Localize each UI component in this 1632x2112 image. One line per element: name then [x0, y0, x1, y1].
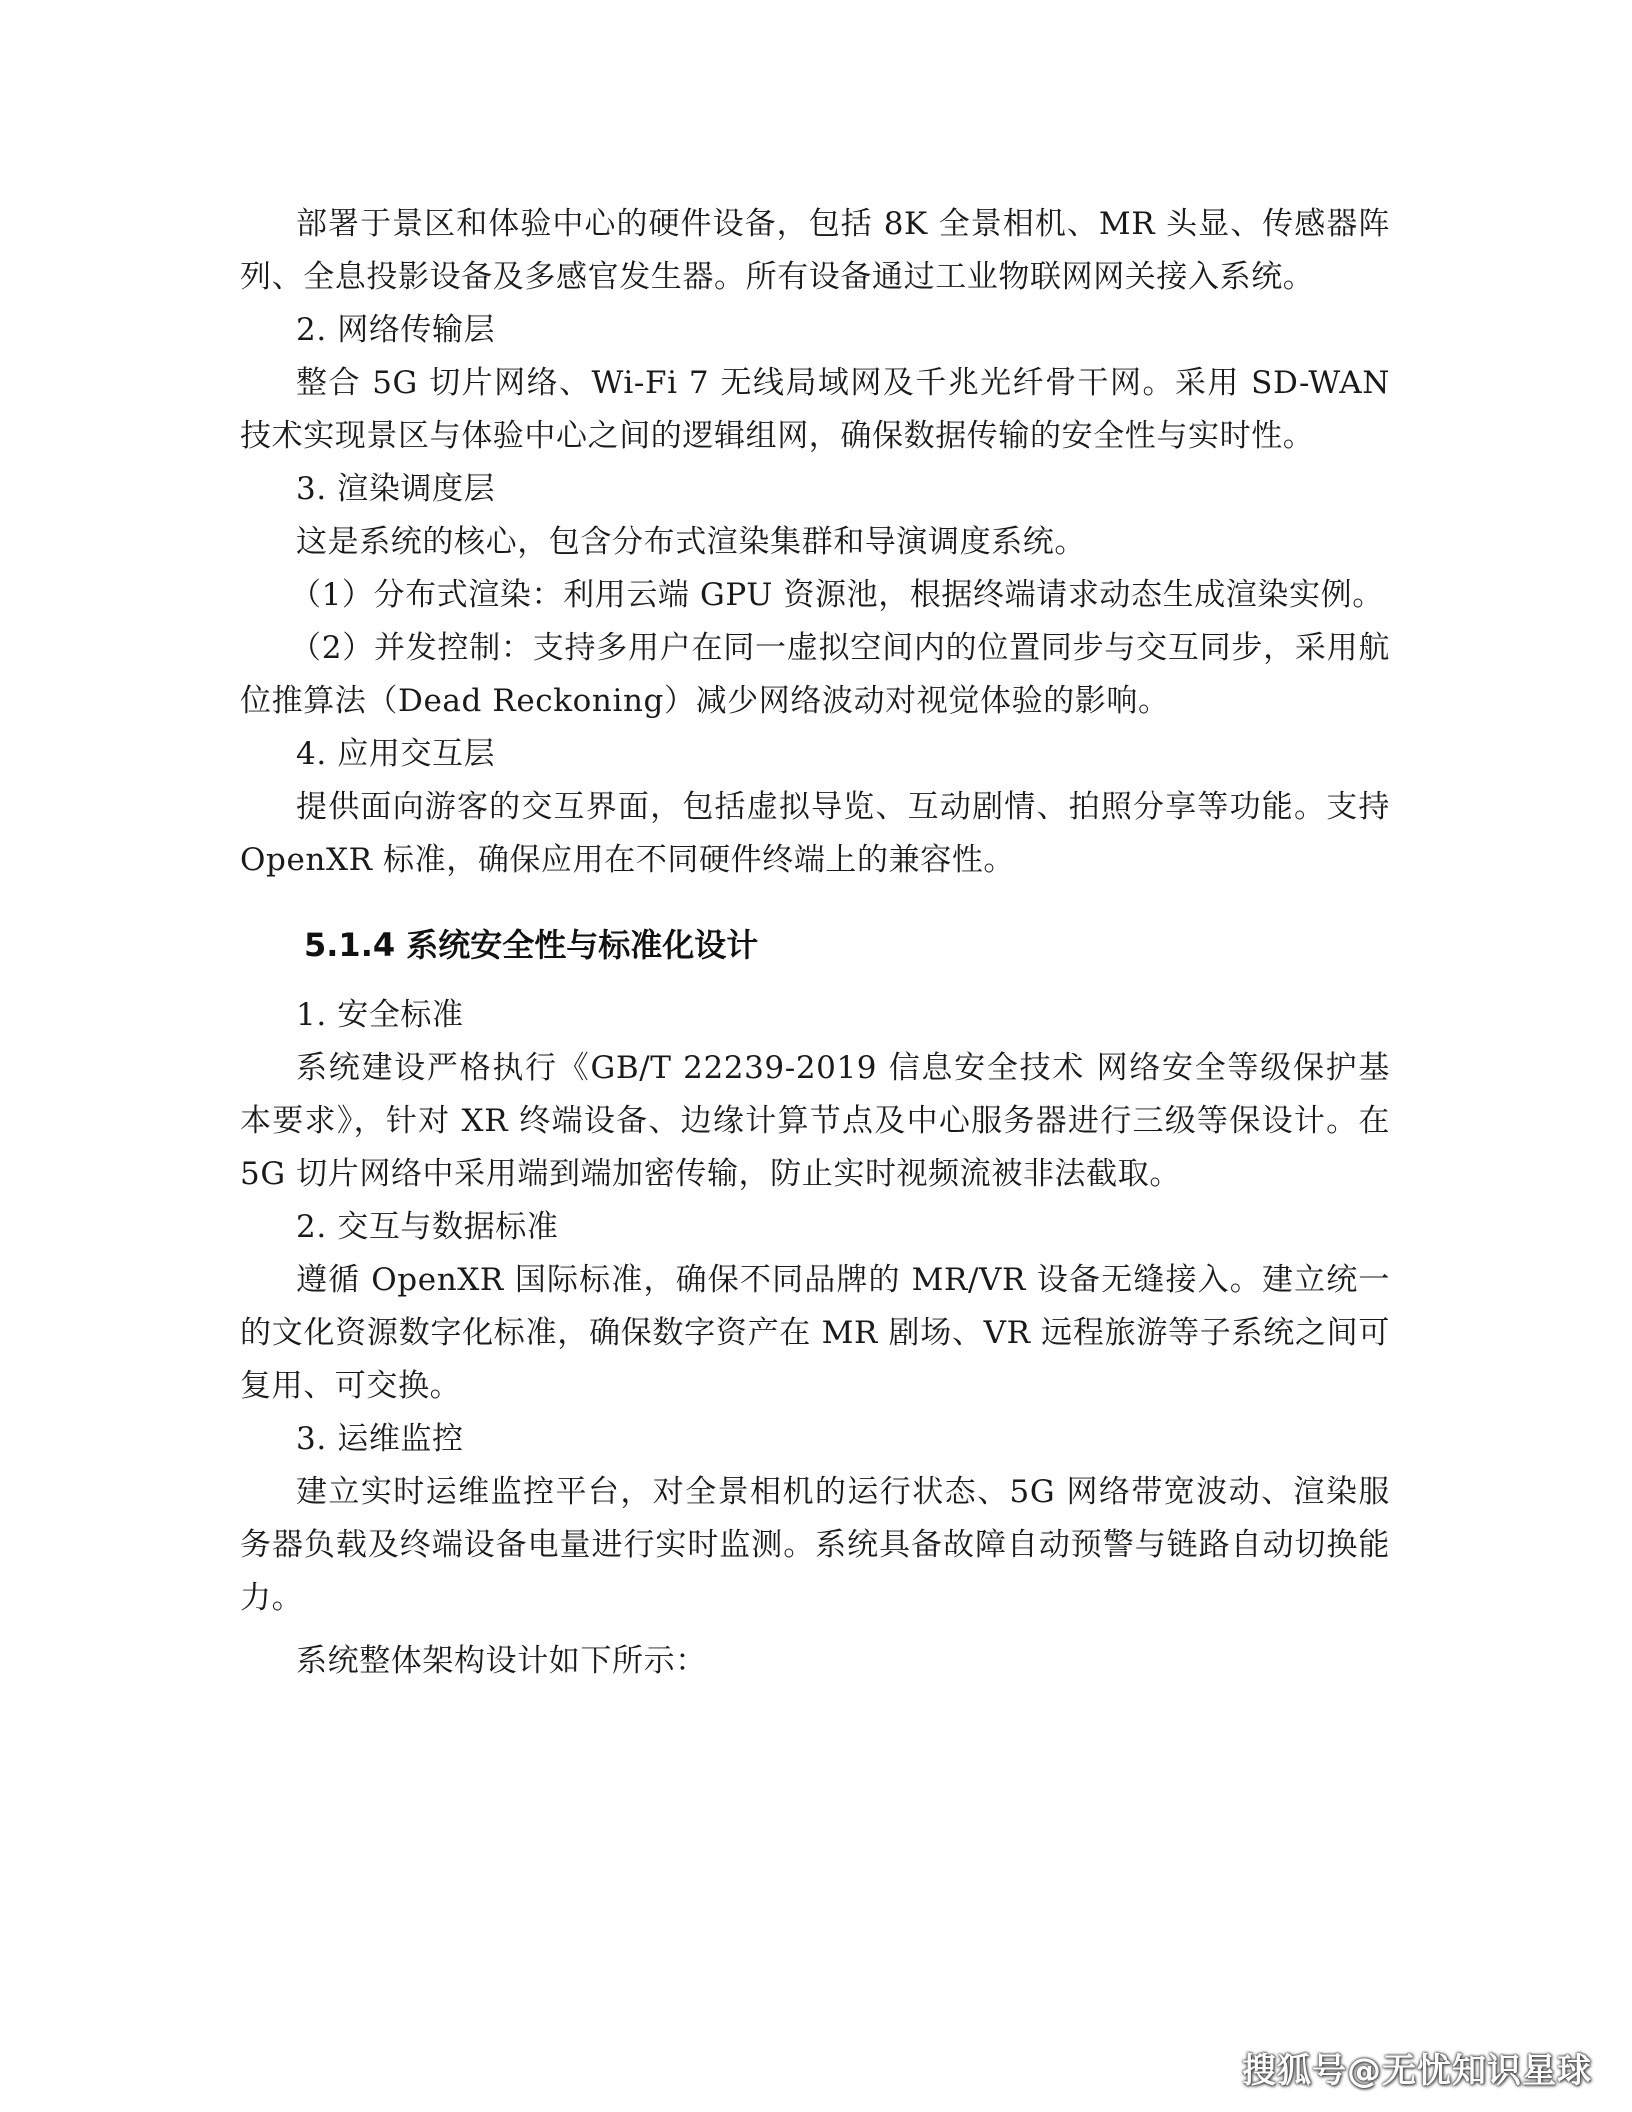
document-body — [240, 198, 1390, 1688]
item-heading-render: 3. 渲染调度层 — [296, 471, 496, 507]
item-heading-standard: 2. 交互与数据标准 — [296, 1209, 559, 1245]
item-heading-security: 1. 安全标准 — [296, 997, 464, 1033]
paragraph-security: 系统建设严格执行《GB/T 22239-2019 信息安全技术 网络安全等级保护基本要求》，针对 XR 终端设备、边缘计算节点及中心服务器进行三级等保设计。在 5G 切片网络中采用端到端加密传输，防止实时视频流被非法截取。 — [240, 1050, 1390, 1192]
paragraph-architecture: 系统整体架构设计如下所示： — [296, 1643, 707, 1679]
paragraph-render: 这是系统的核心，包含分布式渲染集群和导演调度系统。 — [296, 524, 1086, 560]
paragraph-app: 提供面向游客的交互界面，包括虚拟导览、互动剧情、拍照分享等功能。支持 OpenXR 标准，确保应用在不同硬件终端上的兼容性。 — [240, 789, 1390, 878]
item-heading-network: 2. 网络传输层 — [296, 312, 496, 348]
paragraph-render-concurrency: （2）并发控制：支持多用户在同一虚拟空间内的位置同步与交互同步，采用航位推算法（Dead Reckoning）减少网络波动对视觉体验的影响。 — [240, 630, 1390, 719]
paragraph-network: 整合 5G 切片网络、Wi-Fi 7 无线局域网及千兆光纤骨干网。采用 SD-WAN 技术实现景区与体验中心之间的逻辑组网，确保数据传输的安全性与实时性。 — [240, 365, 1390, 454]
item-heading-ops: 3. 运维监控 — [296, 1421, 464, 1457]
item-heading-app: 4. 应用交互层 — [296, 736, 496, 772]
section-heading: 5.1.4 系统安全性与标准化设计 — [304, 926, 759, 964]
paragraph-ops: 建立实时运维监控平台，对全景相机的运行状态、5G 网络带宽波动、渲染服务器负载及终端设备电量进行实时监测。系统具备故障自动预警与链路自动切换能力。 — [240, 1474, 1390, 1616]
paragraph-render-distributed: （1）分布式渲染：利用云端 GPU 资源池，根据终端请求动态生成渲染实例。 — [290, 577, 1384, 613]
watermark: 搜狐号@无忧知识星球 — [1242, 2051, 1592, 2091]
paragraph-hardware: 部署于景区和体验中心的硬件设备，包括 8K 全景相机、MR 头显、传感器阵列、全息投影设备及多感官发生器。所有设备通过工业物联网网关接入系统。 — [240, 206, 1390, 295]
paragraph-standard: 遵循 OpenXR 国际标准，确保不同品牌的 MR/VR 设备无缝接入。建立统一的文化资源数字化标准，确保数字资产在 MR 剧场、VR 远程旅游等子系统之间可复用、可交换。 — [240, 1262, 1390, 1404]
